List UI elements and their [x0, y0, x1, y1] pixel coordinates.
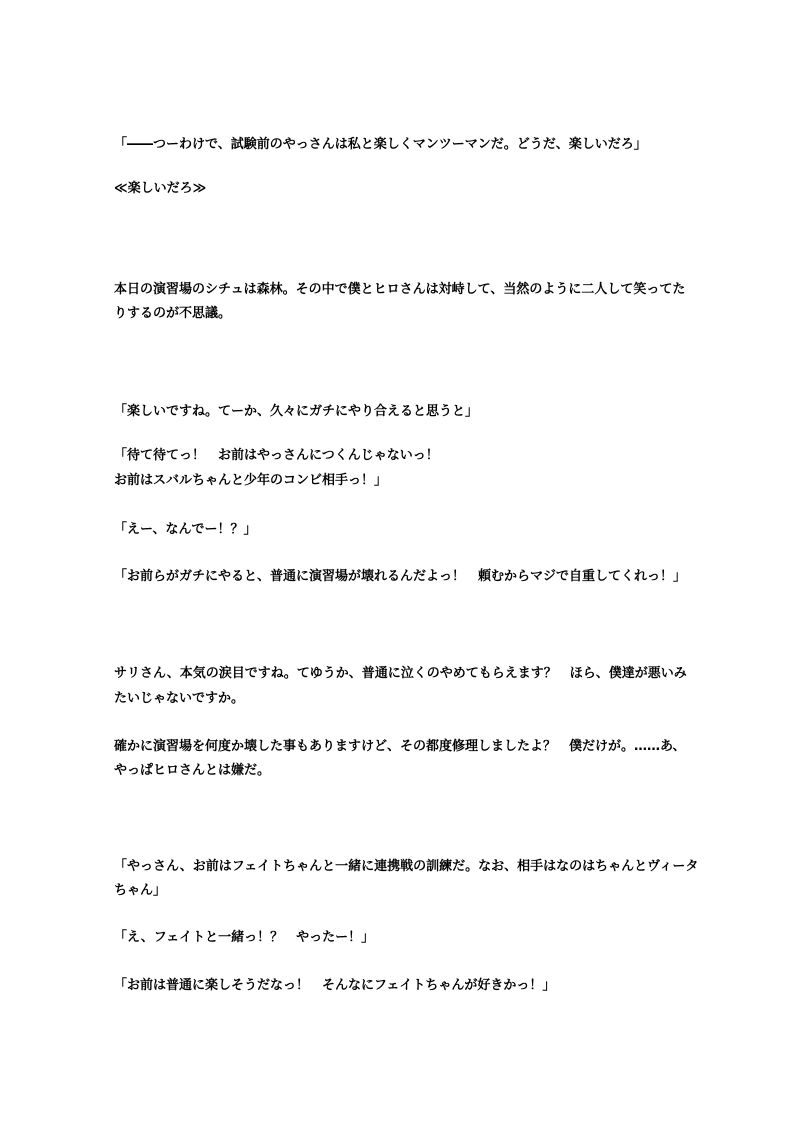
- text-line: ≪楽しいだろ≫: [114, 181, 207, 196]
- text-line: 「やっさん、お前はフェイトちゃんと一緒に連携戦の訓練だ。なお、相手はなのはちゃんとヴィータ: [114, 859, 699, 874]
- text-line: 「楽しいですね。てーか、久々にガチにやり合えると思うと」: [114, 404, 479, 419]
- text-line: 「――つーわけで、試験前のやっさんは私と楽しくマンツーマンだ。どうだ、楽しいだろ」: [114, 137, 647, 152]
- text-line: お前はスバルちゃんと少年のコンビ相手っ！」: [114, 473, 388, 488]
- text-line: たいじゃないですか。: [114, 691, 245, 706]
- text-line: 「え、フェイトと一緒っ！？ やったー！」: [114, 930, 375, 945]
- text-line: 「えー、なんでー！？」: [114, 522, 257, 537]
- text-line: りするのが不思議。: [114, 306, 232, 321]
- text-line: 「お前は普通に楽しそうだなっ！ そんなにフェイトちゃんが好きかっ！」: [114, 978, 556, 993]
- text-line: やっぱヒロさんとは嫌だ。: [114, 763, 271, 778]
- text-line: 確かに演習場を何度か壊した事もありますけど、その都度修理しましたよ？ 僕だけが。……あ、: [114, 739, 686, 754]
- text-line: 「待て待てっ！ お前はやっさんにつくんじゃないっ！: [114, 448, 439, 463]
- text-line: 「お前らがガチにやると、普通に演習場が壊れるんだよっ！ 頼むからマジで自重してくれっ！」: [114, 569, 687, 584]
- text-line: ちゃん」: [114, 883, 167, 898]
- text-line: 本日の演習場のシチュは森林。その中で僕とヒロさんは対峙して、当然のように二人して笑ってた: [114, 282, 686, 297]
- text-line: サリさん、本気の涙目ですね。てゆうか、普通に泣くのやめてもらえます？ ほら、僕達が悪いみ: [114, 666, 687, 681]
